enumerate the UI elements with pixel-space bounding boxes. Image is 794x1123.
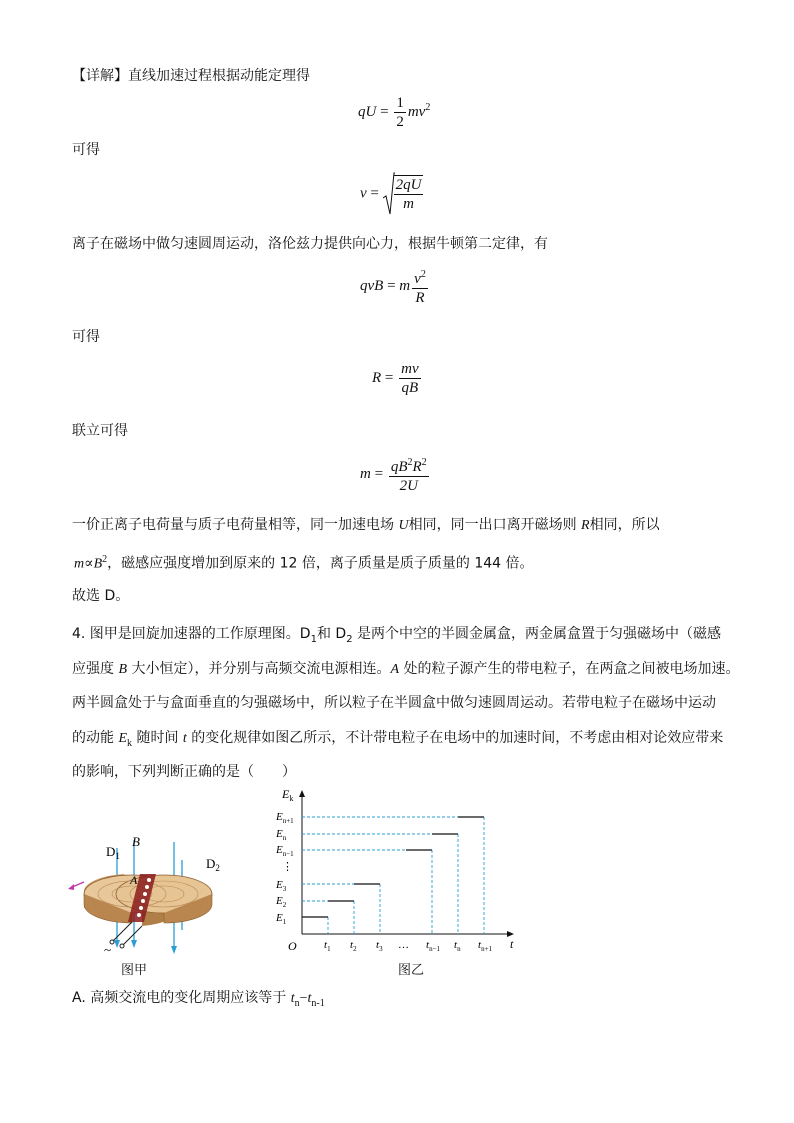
svg-text:D2 xyxy=(206,856,220,873)
eq5-num2: R xyxy=(412,459,422,475)
detail-label: 【详解】 xyxy=(72,68,128,84)
eq1-sup: 2 xyxy=(425,101,431,113)
eq5-sup2: 2 xyxy=(421,457,427,468)
eq5-den: 2U xyxy=(399,478,418,494)
equation-newton xyxy=(360,266,430,307)
y-tick-label: $E_{n-1}$ xyxy=(276,844,294,858)
option-a-minus: − xyxy=(299,991,308,1006)
y-tick-label: $E_3$ xyxy=(276,879,287,893)
q4-line1c: 是两个中空的半圆金属盒，两金属盒置于匀强磁场中（磁感 xyxy=(352,626,722,642)
option-a-text: 高频交流电的变化周期应该等于 xyxy=(90,990,291,1006)
paragraph-conclusion xyxy=(72,515,660,536)
x-tick-label: $t_n$ xyxy=(454,939,461,953)
svg-text:D1 xyxy=(106,844,120,861)
eq5-fraction xyxy=(389,454,429,495)
para4-B: B xyxy=(93,556,103,572)
eq3-num: v xyxy=(414,271,421,287)
para3-a: 一价正离子电荷量与质子电荷量相等，同一加速电场 xyxy=(72,517,399,533)
label-d1: D xyxy=(106,844,116,859)
eq2-lhs: v xyxy=(360,185,367,202)
para3-R: R xyxy=(581,518,590,533)
intro-text: 直线加速过程根据动能定理得 xyxy=(128,68,310,84)
label-d2-sub: 2 xyxy=(215,863,220,873)
eq2-num: 2qU xyxy=(395,177,422,193)
eq1-rhs: mv xyxy=(407,103,426,120)
option-a-t2: t xyxy=(307,991,312,1006)
figure-energy-graph xyxy=(270,786,520,958)
para3-c: 相同，所以 xyxy=(589,517,660,533)
q4-line1b: 和 D xyxy=(316,626,347,642)
label-d1-sub: 1 xyxy=(115,851,120,861)
x-tick-label: $t_{n-1}$ xyxy=(426,939,441,953)
eq2-equals: = xyxy=(370,185,379,202)
x-tick-label: … xyxy=(398,939,409,951)
caption-fig2: 图乙 xyxy=(398,963,425,978)
option-a-t1: t xyxy=(290,991,295,1006)
eq4-equals: = xyxy=(384,369,394,386)
q4-t: t xyxy=(182,731,187,746)
q4-B: B xyxy=(118,662,128,677)
option-a-s2: n-1 xyxy=(311,997,325,1009)
option-a-s1: n xyxy=(294,997,300,1009)
q4-sub2: 2 xyxy=(346,633,353,645)
y-axis-label-sub: k xyxy=(289,794,294,803)
y-tick-label: $E_2$ xyxy=(276,895,287,909)
eq5-sup1: 2 xyxy=(407,457,413,468)
equation-mass xyxy=(360,454,431,495)
label-a: A xyxy=(130,873,138,887)
para4-text: ，磁感应强度增加到原来的 12 倍，离子质量是质子质量的 144 倍。 xyxy=(107,555,534,572)
x-tick-label: $t_1$ xyxy=(324,939,331,953)
para4-m: m xyxy=(74,556,85,572)
option-a xyxy=(72,988,325,1014)
eq2-den: m xyxy=(403,196,414,212)
eq5-num1: qB xyxy=(390,459,408,475)
eq1-num: 1 xyxy=(396,95,404,111)
q4-line4 xyxy=(72,728,723,754)
ac-source-icon: ~ xyxy=(104,942,112,957)
equation-kinetic-energy xyxy=(358,94,430,131)
para4-prop: ∝ xyxy=(84,556,94,572)
eq3-lhs: qvB xyxy=(360,277,384,294)
eq3-fraction xyxy=(412,266,428,307)
caption-fig1: 图甲 xyxy=(121,963,148,978)
q4-line1a: 4. 图甲是回旋加速器的工作原理图。D xyxy=(72,626,311,642)
q4-line2 xyxy=(72,659,739,680)
q4-line3: 两半圆盒处于与盒面垂直的匀强磁场中，所以粒子在半圆盒中做匀速圆周运动。若带电粒子在磁场中运动 xyxy=(72,695,716,711)
q4-line4b: 随时间 xyxy=(132,730,183,746)
y-tick-label: $E_n$ xyxy=(276,828,287,842)
option-a-label: A. xyxy=(72,990,86,1006)
lianli: 联立可得 xyxy=(72,423,128,439)
label-d2: D xyxy=(206,856,216,871)
intro-line xyxy=(72,66,310,86)
x-tick-label: $t_3$ xyxy=(376,939,383,953)
origin-label: O xyxy=(288,939,297,953)
paragraph-lorentz: 离子在磁场中做匀速圆周运动，洛伦兹力提供向心力，根据牛顿第二定律，有 xyxy=(72,236,548,252)
energy-steps xyxy=(302,817,484,917)
kede-2: 可得 xyxy=(72,329,100,345)
para3-U: U xyxy=(398,518,409,533)
eq3-sup: 2 xyxy=(420,269,426,280)
q4-line5: 的影响，下列判断正确的是（ ） xyxy=(72,764,296,780)
figure-cyclotron xyxy=(62,830,232,980)
x-axis-label: t xyxy=(510,937,514,951)
eq4-fraction xyxy=(399,360,421,397)
eq3-den: R xyxy=(415,290,425,306)
eq4-num: mv xyxy=(401,361,419,377)
x-tick-label: $t_2$ xyxy=(350,939,357,953)
y-tick-label: ⋮ xyxy=(282,861,293,873)
q4-A: A xyxy=(390,662,400,677)
y-tick-label: $E_1$ xyxy=(276,912,287,926)
paragraph-proportion xyxy=(74,550,534,575)
eq1-fraction xyxy=(394,94,406,131)
equation-radius xyxy=(372,360,423,397)
q4-line1 xyxy=(72,624,721,650)
y-tick-label: $E_{n+1}$ xyxy=(276,811,294,825)
answer-choice: 故选 D。 xyxy=(72,588,130,604)
eq1-den: 2 xyxy=(396,114,404,130)
q4-line4a: 的动能 xyxy=(72,730,119,746)
q4-line2a: 应强度 xyxy=(72,661,119,677)
y-axis-label: E xyxy=(282,787,290,801)
eq3-equals: = xyxy=(387,277,396,294)
para4-sup: 2 xyxy=(102,554,108,565)
svg-text:Ek xyxy=(281,787,293,803)
para3-b: 相同，同一出口离开磁场则 xyxy=(408,517,582,533)
q4-line2c: 处的粒子源产生的带电粒子，在两盒之间被电场加速。 xyxy=(399,661,740,677)
eq3-m: m xyxy=(399,277,411,294)
q4-k: k xyxy=(127,737,133,749)
q4-sub1: 1 xyxy=(310,633,317,645)
eq4-den: qB xyxy=(401,380,419,396)
kede-1: 可得 xyxy=(72,142,100,158)
equation-velocity xyxy=(360,172,425,216)
eq5-equals: = xyxy=(374,465,384,482)
eq2-fraction xyxy=(394,175,424,213)
eq4-lhs: R xyxy=(372,369,382,386)
eq1-lhs: qU xyxy=(358,103,377,120)
q4-line2b: 大小恒定），并分别与高频交流电源相连。 xyxy=(127,661,391,677)
eq5-lhs: m xyxy=(360,465,371,482)
label-b: B xyxy=(132,834,140,849)
eq1-equals: = xyxy=(380,103,389,120)
q4-E: E xyxy=(118,731,128,746)
q4-line4c: 的变化规律如图乙所示，不计带电粒子在电场中的加速时间，不考虑由相对论效应带来 xyxy=(186,730,724,746)
x-tick-label: $t_{n+1}$ xyxy=(478,939,493,953)
